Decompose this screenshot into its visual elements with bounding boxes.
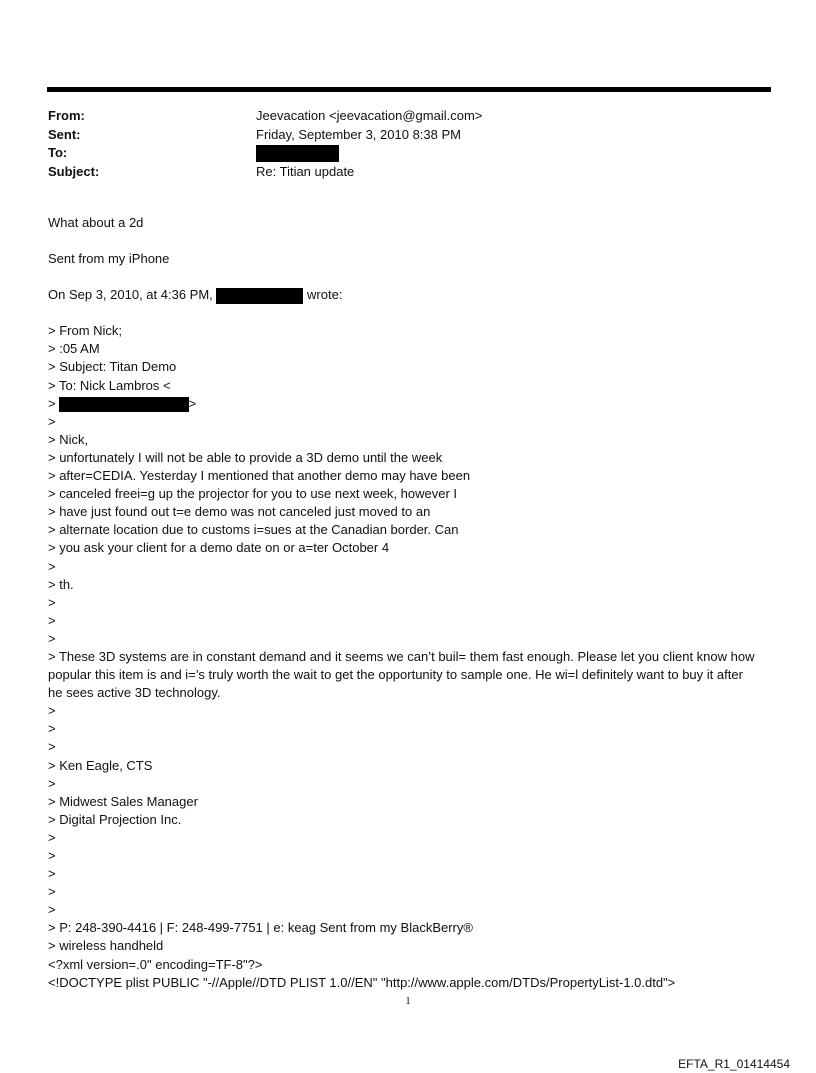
quoted-line: > [48, 739, 56, 755]
page-number: 1 [405, 995, 411, 1007]
quoted-line: > To: Nick Lambros < [48, 377, 171, 393]
quote-marker: > [188, 395, 197, 411]
quoted-line: <!DOCTYPE plist PUBLIC "-//Apple//DTD PLIST 1.0//EN" "http://www.apple.com/DTDs/PropertyList-1.0.dtd"> [48, 974, 676, 990]
quoted-line: > you ask your client for a demo date on or a=ter October 4 [48, 540, 390, 556]
body-line: What about a 2d [48, 215, 144, 230]
quoted-line: > [48, 630, 56, 646]
quoted-line: > after=CEDIA. Yesterday I mentioned that another demo may have been [48, 468, 471, 484]
document-id: EFTA_R1_01414454 [678, 1057, 790, 1071]
quoted-line: > th. [48, 576, 74, 592]
quoted-line: > unfortunately I will not be able to provide a 3D demo until the week [48, 449, 443, 465]
quoted-line: > [48, 848, 56, 863]
redaction-box [256, 145, 339, 162]
quoted-block [48, 413, 760, 992]
wrote-suffix: wrote: [307, 287, 343, 303]
quoted-line: > [48, 413, 56, 429]
quoted-line: > :05 AM [48, 341, 100, 357]
to-label: To: [48, 145, 68, 160]
redacted-quote-line [48, 395, 760, 413]
quoted-line: > have just found out t=e demo was not canceled just moved to an [48, 504, 431, 520]
redaction-box [59, 397, 189, 412]
quoted-line: > canceled freei=g up the projector for you to use next week, however I [48, 486, 458, 502]
subject-label: Subject: [48, 163, 100, 179]
quoted-line: > Subject: Titan Demo [48, 359, 177, 375]
quoted-line: > Nick, [48, 431, 89, 447]
quoted-line: > [48, 884, 56, 900]
to-value [256, 144, 339, 163]
quoted-line: > [48, 612, 56, 628]
email-body [48, 214, 760, 992]
quoted-line: > [48, 558, 56, 574]
quoted-line: > Ken Eagle, CTS [48, 757, 153, 773]
quoted-line: > wireless handheld [48, 938, 164, 954]
quoted-line: > [48, 775, 56, 791]
wrote-line [48, 286, 760, 304]
body-line: Sent from my iPhone [48, 251, 170, 267]
quoted-line: > From Nick; [48, 323, 123, 339]
quoted-line: > [48, 703, 56, 719]
sent-label: Sent: [48, 126, 81, 142]
quoted-line: > Midwest Sales Manager [48, 793, 198, 809]
quoted-line: > [48, 902, 56, 918]
sent-value: Friday, September 3, 2010 8:38 PM [256, 126, 461, 142]
subject-value: Re: Titian update [256, 163, 355, 179]
quoted-line: > [48, 866, 56, 882]
header-rule [47, 87, 771, 92]
from-label: From: [48, 108, 85, 123]
quote-marker: > [48, 395, 56, 411]
quoted-block [48, 322, 760, 394]
quoted-line: > Digital Projection Inc. [48, 811, 182, 827]
quoted-line: > [48, 594, 56, 610]
quoted-line: > [48, 829, 56, 845]
quoted-line: > These 3D systems are in constant demand and it seems we can’t buil= them fast enough. Please let you client know how popular this item is and i=’s truly worth the wait to get the opportunity to sample one. He wi=l definitely want to buy it after he sees active 3D technology. [48, 648, 759, 701]
redaction-box [216, 288, 303, 304]
quoted-line: > alternate location due to customs i=sues at the Canadian border. Can [48, 522, 459, 538]
quoted-line: > [48, 721, 56, 737]
wrote-prefix: On Sep 3, 2010, at 4:36 PM, [48, 287, 213, 303]
quoted-line: <?xml version=.0" encoding=TF-8"?> [48, 956, 263, 972]
from-value: Jeevacation <jeevacation@gmail.com> [256, 108, 483, 123]
quoted-line: > P: 248-390-4416 | F: 248-499-7751 | e: keag Sent from my BlackBerry® [48, 920, 473, 936]
